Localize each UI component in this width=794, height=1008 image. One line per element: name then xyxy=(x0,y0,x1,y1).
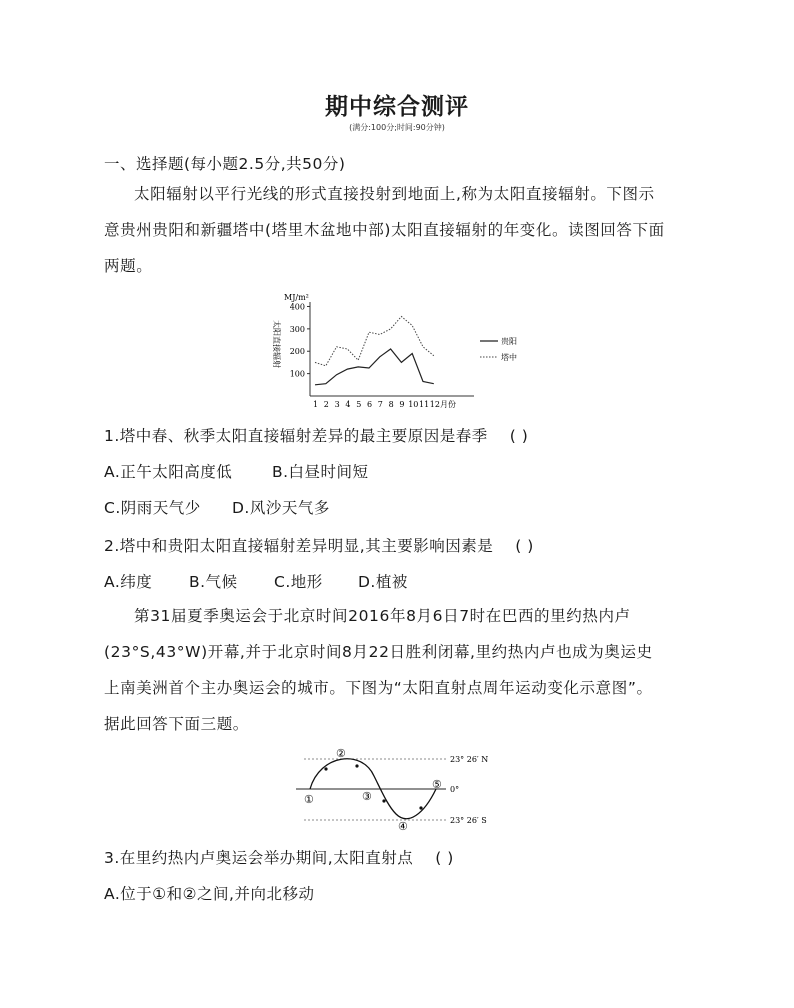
question-1-option-c: C.阴雨天气少 xyxy=(104,499,201,517)
question-3-answer-bracket: ( ) xyxy=(435,849,454,867)
question-2-text: 2.塔中和贵阳太阳直接辐射差异明显,其主要影响因素是 xyxy=(104,537,494,555)
passage2-line3: 上南美洲首个主办奥运会的城市。下图为“太阳直射点周年运动变化示意图”。 xyxy=(104,679,653,697)
x-tick-label: 3 xyxy=(334,400,340,409)
legend-label-guiyang: 贵阳 xyxy=(501,337,517,346)
legend-label-tazhong: 塔中 xyxy=(501,353,517,362)
point-1-label: ① xyxy=(304,793,314,806)
x-tick-label: 11 xyxy=(419,400,430,409)
page-subtitle: (满分:100分;时间:90分钟) xyxy=(349,123,445,132)
question-2-answer-bracket: ( ) xyxy=(515,537,534,555)
question-2-option-d: D.植被 xyxy=(358,573,408,591)
x-tick-label: 10 xyxy=(408,400,419,409)
y-tick-label: 100 xyxy=(289,369,305,379)
path-dot xyxy=(382,799,385,802)
path-dot xyxy=(324,767,327,770)
passage2-line4: 据此回答下面三题。 xyxy=(104,715,249,733)
y-tick-label: 200 xyxy=(289,347,305,357)
x-tick-label: 1 xyxy=(313,400,319,409)
y-tick-label: 400 xyxy=(289,302,305,312)
passage2-line1: 第31届夏季奥运会于北京时间2016年8月6日7时在巴西的里约热内卢 xyxy=(134,607,631,625)
path-dot xyxy=(355,764,358,767)
point-4-label: ④ xyxy=(398,820,408,833)
passage2-line2: (23°S,43°W)开幕,并于北京时间8月22日胜利闭幕,里约热内卢也成为奥运史 xyxy=(104,643,653,661)
x-tick-label: 8 xyxy=(388,400,394,409)
point-2-label: ② xyxy=(336,747,346,760)
passage1-line1: 太阳辐射以平行光线的形式直接投射到地面上,称为太阳直接辐射。下图示 xyxy=(134,185,655,203)
subsolar-point-diagram xyxy=(296,744,526,834)
section-heading: 一、选择题(每小题2.5分,共50分) xyxy=(104,155,346,173)
series-line-tazhong xyxy=(315,317,434,366)
point-5-label: ⑤ xyxy=(432,778,442,791)
chart-y-axis-label: 太阳直接辐射 xyxy=(272,320,281,368)
question-2-option-a: A.纬度 xyxy=(104,573,153,591)
tropic-north-label: 23° 26′ N xyxy=(450,755,489,764)
question-2-option-b: B.气候 xyxy=(189,573,238,591)
path-dot xyxy=(419,806,422,809)
question-1-option-b: B.白昼时间短 xyxy=(272,463,369,481)
question-2-option-c: C.地形 xyxy=(274,573,323,591)
radiation-chart xyxy=(262,286,532,414)
y-tick-label: 300 xyxy=(289,324,305,334)
question-3-stem xyxy=(104,846,454,868)
x-tick-label: 5 xyxy=(356,400,362,409)
question-1-answer-bracket: ( ) xyxy=(509,427,529,445)
question-1-option-a: A.正午太阳高度低 xyxy=(104,463,233,481)
passage1-line3: 两题。 xyxy=(104,257,153,275)
x-tick-label: 12月份 xyxy=(429,400,456,409)
page-title: 期中综合测评 xyxy=(325,93,469,120)
question-2-stem xyxy=(104,534,534,556)
x-tick-label: 9 xyxy=(399,400,405,409)
tropic-south-label: 23° 26′ S xyxy=(450,816,487,825)
question-1-text: 1.塔中春、秋季太阳直接辐射差异的最主要原因是春季 xyxy=(104,427,488,445)
x-tick-label: 2 xyxy=(323,400,329,409)
question-1-stem xyxy=(104,424,528,446)
x-tick-label: 4 xyxy=(345,400,351,409)
chart-unit-label: MJ/m² xyxy=(284,293,309,302)
question-3-text: 3.在里约热内卢奥运会举办期间,太阳直射点 xyxy=(104,849,414,867)
x-tick-label: 6 xyxy=(367,400,373,409)
question-3-option-a: A.位于①和②之间,并向北移动 xyxy=(104,885,315,903)
passage1-line2: 意贵州贵阳和新疆塔中(塔里木盆地中部)太阳直接辐射的年变化。读图回答下面 xyxy=(104,221,665,239)
point-3-label: ③ xyxy=(362,790,372,803)
question-1-option-d: D.风沙天气多 xyxy=(232,499,330,517)
x-tick-label: 7 xyxy=(377,400,383,409)
equator-label: 0° xyxy=(450,785,460,794)
